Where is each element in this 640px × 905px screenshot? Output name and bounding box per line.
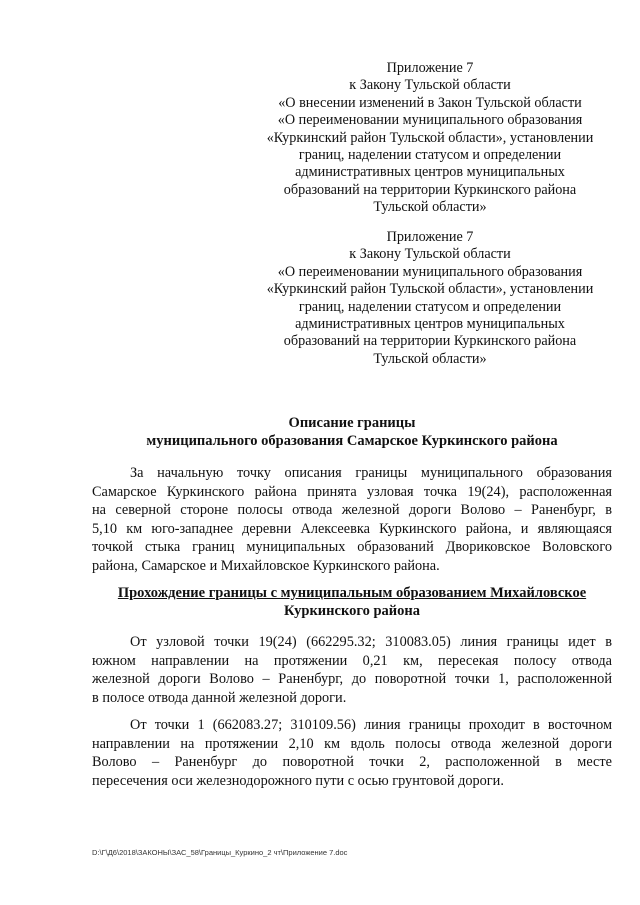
paragraph-line: Самарское Куркинского района принята узловая точка 19(24), расположенная xyxy=(92,483,612,500)
appendix-line: административных центров муниципальных xyxy=(295,316,565,333)
paragraph-line: направлении на протяжении 2,10 км вдоль полосы отвода железной дороги xyxy=(92,735,612,752)
title-line-2: муниципального образования Самарское Куркинского района xyxy=(146,433,558,449)
paragraph-line: района, Самарское и Михайловское Куркинского района. xyxy=(92,557,440,574)
appendix-line: Тульской области» xyxy=(373,350,487,367)
appendix-line: административных центров муниципальных xyxy=(295,164,565,181)
appendix-line: «О переименовании муниципального образования xyxy=(277,112,583,129)
appendix-line: «О внесении изменений в Закон Тульской области xyxy=(278,94,582,111)
paragraph-line: в полосе отвода данной железной дороги. xyxy=(92,689,347,706)
title-line-1: Описание границы xyxy=(288,415,416,431)
paragraph-line: От узловой точки 19(24) (662295.32; 310083.05) линия границы идет в xyxy=(130,634,612,650)
paragraph-line: Волово – Раненбург до поворотной точки 2, расположенной в месте xyxy=(92,754,612,771)
paragraph-line: южном направлении на протяжении 0,21 км, пересекая полосу отвода xyxy=(92,652,612,669)
appendix-line: «О переименовании муниципального образования xyxy=(277,263,583,280)
boundary-paragraph-1 xyxy=(92,633,612,707)
section-heading-line-2: Куркинского района xyxy=(283,603,420,619)
paragraph-line: пересечения оси железнодорожного пути с осью грунтовой дороги. xyxy=(92,772,504,789)
appendix-line: границ, наделении статусом и определении xyxy=(298,298,562,315)
appendix-line: к Закону Тульской области xyxy=(349,77,511,94)
paragraph-line: За начальную точку описания границы муниципального образования xyxy=(130,465,612,481)
paragraph-line: на северной стороне полосы отвода железной дороги Волово – Раненбург, в xyxy=(92,502,612,519)
paragraph-line: точкой стыка границ муниципальных образований Двориковское Воловского xyxy=(92,539,612,556)
paragraph-line: железной дороги Волово – Раненбург, до поворотной точки 1, расположенной xyxy=(92,671,612,688)
appendix-line: Приложение 7 xyxy=(386,229,474,245)
appendix-line: границ, наделении статусом и определении xyxy=(298,147,562,164)
appendix-line: к Закону Тульской области xyxy=(349,246,511,263)
appendix-line: «Куркинский район Тульской области», установлении xyxy=(266,281,594,298)
boundary-paragraph-2 xyxy=(92,716,612,790)
appendix-line: образований на территории Куркинского района xyxy=(283,333,577,350)
paragraph-line: От точки 1 (662083.27; 310109.56) линия границы проходит в восточном xyxy=(130,717,612,733)
appendix-line: образований на территории Куркинского района xyxy=(283,181,577,198)
paragraph-line: 5,10 км юго-западнее деревни Алексеевка Куркинского района, и являющаяся xyxy=(92,520,612,537)
appendix-line: Приложение 7 xyxy=(386,60,474,76)
appendix-header-original xyxy=(255,229,605,368)
appendix-line: Тульской области» xyxy=(373,199,487,216)
appendix-header-amendment xyxy=(255,60,605,217)
file-path-footer: D:\Г\Д6\2018\ЗАКОНЫ\ЗАС_58\Границы_Куркино_2 чт\Приложение 7.doc xyxy=(92,848,348,857)
intro-paragraph xyxy=(92,464,612,576)
section-heading xyxy=(92,584,612,620)
document-title xyxy=(92,414,612,450)
appendix-line: «Куркинский район Тульской области», установлении xyxy=(266,129,594,146)
section-heading-line-1: Прохождение границы с муниципальным образованием Михайловское xyxy=(117,585,587,601)
